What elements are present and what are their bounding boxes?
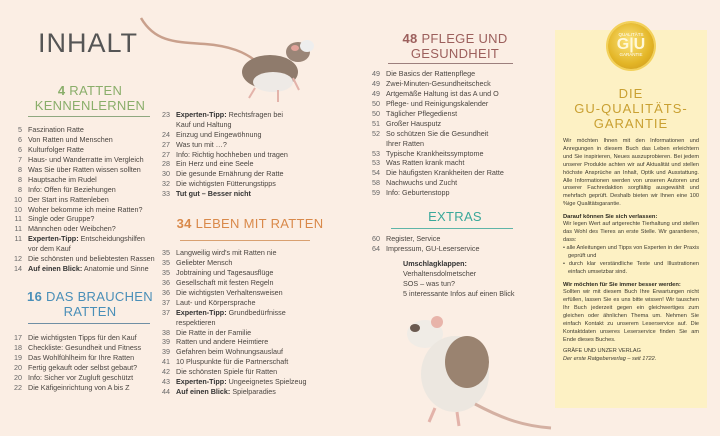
page-number: 27	[162, 139, 170, 149]
toc-list-ratten-kennenlernen	[10, 125, 180, 273]
entry-title	[28, 264, 149, 274]
page-number: 52	[372, 128, 380, 138]
entry-label: Auf einen Blick:	[28, 263, 83, 273]
toc-entry[interactable]	[158, 367, 343, 377]
entry-title	[176, 347, 283, 357]
entry-title	[28, 224, 116, 234]
entry-title	[386, 79, 491, 89]
entry-label: Experten-Tipp:	[176, 110, 227, 119]
page-number: 10	[14, 194, 22, 204]
page-number: 27	[162, 149, 170, 159]
entry-title	[386, 119, 441, 129]
rat-photo-bottom	[385, 304, 553, 434]
toc-entry[interactable]	[368, 234, 553, 244]
entry-text: Laut- und Körpersprache	[176, 297, 256, 307]
entry-title	[176, 248, 276, 258]
entry-title	[176, 367, 277, 377]
entry-text: Info: Geburtenstopp	[386, 188, 450, 198]
flap-item: 5 interessante Infos auf einen Blick	[403, 288, 515, 298]
entry-title	[386, 234, 440, 244]
entry-title	[28, 353, 134, 363]
entry-text: Entscheidungshilfen	[78, 234, 145, 244]
entry-text: Von Ratten und Menschen	[28, 135, 113, 145]
page-number: 36	[162, 278, 170, 288]
entry-text: Anatomie und Sinne	[82, 263, 149, 273]
entry-text: Die wichtigsten Fütterungstipps	[176, 179, 276, 189]
toc-entry[interactable]	[158, 268, 343, 278]
entry-text: Männchen oder Weibchen?	[28, 224, 116, 234]
toc-entry[interactable]	[10, 175, 180, 185]
page-number: 11	[14, 214, 22, 224]
entry-text: Haus- und Wanderratte im Vergleich	[28, 155, 144, 165]
toc-list-das-brauchen-ratten-cont	[158, 110, 343, 199]
page-number: 8	[18, 164, 22, 174]
flap-item: SOS – was tun?	[403, 278, 455, 288]
page-number: 49	[372, 79, 380, 89]
entry-text: Die schönsten und beliebtesten Rassen	[28, 253, 155, 263]
page-number: 20	[14, 362, 22, 372]
divider	[391, 228, 513, 230]
entry-text: Ratten und andere Heimtiere	[176, 337, 269, 347]
entry-text: Nachwuchs und Zucht	[386, 178, 458, 188]
entry-text: Info: Offen für Beziehungen	[28, 184, 116, 194]
page-number: 7	[18, 155, 22, 165]
page-title: INHALT	[38, 28, 139, 58]
page-number: 5	[18, 125, 22, 135]
page-number: 30	[162, 169, 170, 179]
entry-text: Was Ratten krank macht	[386, 158, 465, 168]
entry-text: Woher bekomme ich meine Ratten?	[28, 204, 143, 214]
page-number: 49	[372, 69, 380, 79]
page-number: 35	[162, 258, 170, 268]
toc-entry[interactable]	[10, 333, 180, 343]
entry-text: Die Käfigeinrichtung von A bis Z	[28, 382, 130, 392]
page-number: 50	[372, 108, 380, 118]
entry-title	[386, 168, 504, 178]
toc-entry[interactable]	[158, 308, 343, 318]
page-number: 6	[18, 145, 22, 155]
toc-entry[interactable]	[10, 353, 180, 363]
entry-text: Der Start ins Rattenleben	[28, 194, 109, 204]
toc-entry[interactable]	[368, 149, 553, 159]
entry-text: Fertig gekauft oder selbst gebaut?	[28, 362, 138, 372]
page-number: 10	[14, 204, 22, 214]
toc-entry[interactable]	[158, 179, 343, 189]
toc-entry[interactable]	[158, 258, 343, 268]
publisher-tagline: Der erste Ratgeberverlag – seit 1722.	[563, 355, 657, 362]
entry-title	[386, 244, 479, 254]
toc-entry[interactable]	[10, 373, 180, 383]
page-number: 8	[18, 174, 22, 184]
entry-text: Kulturfolger Ratte	[28, 145, 84, 155]
page-number: 64	[372, 244, 380, 254]
toc-entry[interactable]	[158, 328, 343, 338]
toc-entry[interactable]	[158, 130, 343, 140]
toc-entry[interactable]	[158, 347, 343, 357]
entry-text: Langweilig wird's mit Ratten nie	[176, 248, 277, 258]
entry-text: Faszination Ratte	[28, 125, 84, 135]
page-number: 51	[372, 118, 380, 128]
entry-title	[28, 145, 84, 155]
page-number: 22	[14, 382, 22, 392]
divider	[28, 323, 150, 325]
entry-label: Tut gut – Besser nicht	[176, 189, 251, 199]
toc-entry[interactable]	[368, 89, 553, 99]
page-number: 53	[372, 148, 380, 158]
entry-text: Was Sie über Ratten wissen sollten	[28, 164, 141, 174]
entry-text: Die häufigsten Krankheiten der Ratte	[386, 168, 504, 178]
page-number: 35	[162, 268, 170, 278]
entry-title	[176, 337, 268, 347]
entry-label: Auf einen Blick:	[176, 386, 231, 396]
toc-entry[interactable]	[368, 244, 553, 254]
toc-entry[interactable]	[158, 298, 343, 308]
entry-title	[176, 110, 283, 120]
toc-entry[interactable]	[368, 99, 553, 109]
toc-entry[interactable]	[158, 278, 343, 288]
entry-text: Artgemäße Haltung ist das A und O	[386, 89, 499, 99]
entry-title	[386, 99, 488, 109]
entry-continuation: respektieren	[176, 317, 216, 327]
entry-title	[176, 268, 273, 278]
page-number: 28	[162, 159, 170, 169]
page-number: 11	[14, 224, 22, 234]
entry-title	[176, 357, 288, 367]
toc-entry[interactable]	[158, 337, 343, 347]
entry-text: Hauptsache im Rudel	[28, 174, 97, 184]
entry-text: Checkliste: Gesundheit und Fitness	[28, 343, 142, 352]
page-number: 43	[162, 377, 170, 387]
publisher-name: GRÄFE UND UNZER VERLAG	[563, 347, 642, 354]
guarantee-box	[555, 30, 707, 408]
divider	[180, 240, 310, 242]
page-number: 19	[14, 352, 22, 362]
divider	[388, 63, 513, 65]
page-number: 49	[372, 89, 380, 99]
page-number: 58	[372, 178, 380, 188]
entry-text: Typische Krankheitssymptome	[386, 148, 484, 158]
page-number: 53	[372, 158, 380, 168]
toc-entry[interactable]	[368, 168, 553, 178]
entry-text: Rechtsfragen bei	[226, 110, 283, 119]
toc-entry[interactable]	[368, 178, 553, 188]
page-number: 50	[372, 99, 380, 109]
entry-text: Die schönsten Spiele für Ratten	[176, 367, 278, 377]
section-heading-das-brauchen-ratten: 16 DAS BRAUCHEN RATTEN	[27, 288, 153, 319]
toc-entry[interactable]	[10, 185, 180, 195]
section-heading-ratten-kennenlernen: 4 RATTEN KENNENLERNEN	[34, 83, 146, 113]
page-number: 42	[162, 367, 170, 377]
toc-entry[interactable]	[158, 288, 343, 298]
toc-entry[interactable]	[10, 254, 180, 264]
entry-title	[176, 387, 276, 397]
entry-text: Was tun mit …?	[176, 139, 227, 149]
entry-title	[176, 308, 286, 318]
entry-text: Gesellschaft mit festen Regeln	[176, 278, 274, 288]
toc-entry[interactable]	[10, 214, 180, 224]
entry-text: Register, Service	[386, 234, 441, 244]
toc-column-left	[10, 84, 180, 392]
section-heading-pflege-und-gesundheit: 48 PFLEGE UND GESUNDHEIT	[402, 31, 508, 61]
entry-text: Gefahren beim Wohnungsauslauf	[176, 347, 283, 357]
toc-entry[interactable]	[158, 159, 343, 169]
page-number: 23	[162, 110, 170, 119]
entry-title	[28, 383, 129, 393]
entry-text: Die gesunde Ernährung der Ratte	[176, 169, 284, 179]
toc-entry[interactable]	[10, 145, 180, 155]
toc-list-leben-mit-ratten	[158, 248, 343, 396]
entry-text: Täglicher Pflegedienst	[386, 108, 458, 118]
entry-label: Experten-Tipp:	[176, 377, 227, 387]
entry-text: Großer Hausputz	[386, 118, 442, 128]
entry-title	[386, 89, 499, 99]
toc-entry[interactable]	[10, 343, 180, 353]
entry-title	[176, 298, 256, 308]
guarantee-subheading: Darauf können Sie sich verlassen:	[563, 214, 658, 221]
entry-title	[28, 363, 137, 373]
page-number: 39	[162, 337, 170, 347]
toc-list-extras	[368, 234, 553, 254]
entry-title	[28, 165, 141, 175]
toc-entry[interactable]	[368, 119, 553, 129]
entry-title	[28, 234, 145, 244]
page-number: 60	[372, 234, 380, 244]
toc-entry[interactable]	[10, 234, 180, 244]
entry-title	[28, 195, 109, 205]
page-number: 38	[162, 327, 170, 337]
entry-title	[176, 377, 307, 387]
toc-entry[interactable]	[10, 363, 180, 373]
entry-text: Info: Sicher vor Zugluft geschützt	[28, 372, 134, 382]
page-number: 32	[162, 179, 170, 189]
entry-text: Geliebter Mensch	[176, 258, 233, 268]
entry-title	[386, 129, 488, 139]
entry-text: Grundbedürfnisse	[226, 307, 286, 317]
page-number: 33	[162, 189, 170, 199]
section-heading-extras: EXTRAS	[428, 208, 482, 224]
entry-title	[28, 125, 84, 135]
toc-entry[interactable]	[158, 248, 343, 258]
entry-text: So schützen Sie die Gesundheit	[386, 128, 489, 138]
entry-title	[28, 185, 116, 195]
toc-entry[interactable]	[368, 158, 553, 168]
toc-column-middle	[158, 110, 343, 397]
entry-text: Ungeeignetes Spielzeug	[226, 377, 307, 387]
page-number: 24	[162, 129, 170, 139]
page-number: 54	[372, 168, 380, 178]
toc-entry[interactable]	[368, 69, 553, 79]
entry-title	[176, 258, 232, 268]
page-number: 39	[162, 347, 170, 357]
flaps-heading: Umschlagklappen:	[403, 259, 467, 269]
page-number: 8	[18, 184, 22, 194]
entry-title	[386, 188, 450, 198]
entry-title	[28, 254, 155, 264]
toc-entry[interactable]	[10, 224, 180, 234]
page-number: 17	[14, 333, 22, 343]
guarantee-intro: Wir möchten Ihnen mit den Informationen und Anregungen in diesem Buch das Leben erleichtern und Sie inspirieren, Neues auszuprobieren. Bei jedem unserer Produkte achten wir auf Aktualität und stellen höchste Ansprüche an Inhalt, Optik und Ausstattung. Alle Informationen werden von unseren Autoren und unserer Fachredaktion sorgfältig ausgewählt und mehrfach geprüft. Deshalb bieten wir Ihnen eine 100 %ige Qualitätsgarantie.	[563, 137, 699, 208]
page-number: 18	[14, 343, 22, 352]
entry-text: Das Wohlfühlheim für Ihre Ratten	[28, 352, 135, 362]
entry-title	[176, 150, 288, 160]
page-number: 6	[18, 135, 22, 145]
entry-title	[176, 288, 283, 298]
toc-entry[interactable]	[10, 264, 180, 274]
entry-title	[28, 373, 133, 383]
guarantee-paragraph: Wir legen Wert auf artgerechte Tierhaltung und stellen das Wohl des Tieres an erste Stelle. Wir garantieren, dass:	[563, 221, 699, 244]
entry-text: Die Ratte in der Familie	[176, 327, 252, 337]
divider	[28, 116, 150, 118]
toc-entry[interactable]	[10, 383, 180, 393]
page-number: 14	[14, 263, 22, 273]
entry-title	[386, 109, 457, 119]
entry-title	[28, 205, 143, 215]
entry-text: Info: Richtig hochheben und tragen	[176, 149, 288, 159]
entry-title	[386, 178, 457, 188]
entry-text: Zwei-Minuten-Gesundheitscheck	[386, 79, 491, 89]
toc-entry[interactable]	[158, 110, 343, 120]
entry-text: Ein Herz und eine Seele	[176, 159, 254, 169]
entry-title	[176, 189, 251, 199]
gu-quality-seal-logo: QUALITÄTS G|U GARANTIE	[608, 23, 654, 69]
entry-title	[386, 158, 464, 168]
entry-title	[386, 149, 483, 159]
toc-entry[interactable]	[368, 109, 553, 119]
toc-entry[interactable]	[10, 155, 180, 165]
toc-entry[interactable]	[10, 165, 180, 175]
guarantee-bullet: • durch klar verständliche Texte und Illustrationen einfach umsetzbar sind.	[563, 261, 699, 275]
entry-continuation: vor dem Kauf	[28, 244, 71, 254]
entry-title	[28, 343, 141, 353]
toc-entry[interactable]	[10, 195, 180, 205]
entry-title	[176, 130, 262, 140]
entry-title	[176, 328, 251, 338]
entry-title	[176, 140, 227, 150]
page-number: 37	[162, 307, 170, 317]
guarantee-bullet: • alle Anleitungen und Tipps von Experten in der Praxis geprüft und	[563, 245, 699, 260]
guarantee-subheading: Wir möchten für Sie immer besser werden:	[563, 281, 681, 288]
entry-continuation: Ihrer Ratten	[386, 138, 424, 148]
entry-text: Einzug und Eingewöhnung	[176, 129, 262, 139]
toc-entry[interactable]	[158, 150, 343, 160]
entry-title	[28, 135, 113, 145]
entry-text: Jobtraining und Tagesausflüge	[176, 268, 274, 278]
page-number: 41	[162, 357, 170, 367]
entry-label: Experten-Tipp:	[176, 307, 227, 317]
toc-entry[interactable]	[10, 205, 180, 215]
toc-entry[interactable]	[368, 129, 553, 139]
toc-list-pflege-und-gesundheit	[368, 69, 553, 198]
entry-title	[386, 69, 475, 79]
flap-item: Verhaltensdolmetscher	[403, 269, 477, 279]
entry-title	[28, 214, 94, 224]
entry-text: Spielparadies	[230, 386, 276, 396]
entry-title	[176, 278, 273, 288]
entry-text: Impressum, GU-Leserservice	[386, 244, 480, 254]
page-number: 20	[14, 372, 22, 382]
page-number: 44	[162, 386, 170, 396]
toc-entry[interactable]	[10, 135, 180, 145]
toc-entry[interactable]	[158, 189, 343, 199]
entry-title	[176, 169, 283, 179]
entry-title	[28, 155, 144, 165]
toc-entry[interactable]	[158, 387, 343, 397]
page-number: 12	[14, 253, 22, 263]
page-number: 35	[162, 248, 170, 258]
entry-text: 10 Pluspunkte für die Partnerschaft	[176, 357, 289, 367]
page-number: 11	[14, 234, 22, 244]
cover-flaps	[403, 259, 553, 299]
toc-column-right	[368, 32, 553, 299]
entry-label: Experten-Tipp:	[28, 234, 79, 244]
entry-title	[28, 333, 137, 343]
section-heading-leben-mit-ratten: 34 LEBEN MIT RATTEN	[176, 216, 324, 232]
toc-entry[interactable]	[158, 377, 343, 387]
toc-entry[interactable]	[158, 169, 343, 179]
entry-continuation: Kauf und Haltung	[176, 119, 232, 129]
guarantee-title: DIE GU-QUALITÄTS- GARANTIE	[574, 86, 688, 131]
entry-title	[176, 179, 276, 189]
entry-text: Die wichtigsten Tipps für den Kauf	[28, 333, 137, 343]
toc-entry[interactable]	[158, 357, 343, 367]
page-number: 37	[162, 297, 170, 307]
page-number: 36	[162, 288, 170, 298]
toc-entry[interactable]	[158, 140, 343, 150]
toc-list-das-brauchen-ratten	[10, 333, 180, 392]
entry-text: Die Basics der Rattenpflege	[386, 69, 476, 79]
entry-text: Die wichtigsten Verhaltensweisen	[176, 288, 283, 298]
toc-entry[interactable]	[10, 125, 180, 135]
entry-title	[176, 159, 254, 169]
guarantee-paragraph: Sollten wir mit diesem Buch Ihre Erwartungen nicht erfüllen, lassen Sie es uns bitte wissen! Wir tauschen Ihr Buch jederzeit gegen ein gleichwertiges zum gleichen oder ähnlichen Thema um. Nehmen Sie einfach Kontakt zu unserem Leserservice auf. Die Kontaktdaten unseres Leserservice finden Sie am Ende dieses Buches.	[563, 289, 699, 343]
toc-entry[interactable]	[368, 79, 553, 89]
page-number: 59	[372, 188, 380, 198]
entry-text: Single oder Gruppe?	[28, 214, 95, 224]
toc-entry[interactable]	[368, 188, 553, 198]
entry-title	[28, 175, 97, 185]
entry-text: Pflege- und Reinigungskalender	[386, 99, 489, 109]
